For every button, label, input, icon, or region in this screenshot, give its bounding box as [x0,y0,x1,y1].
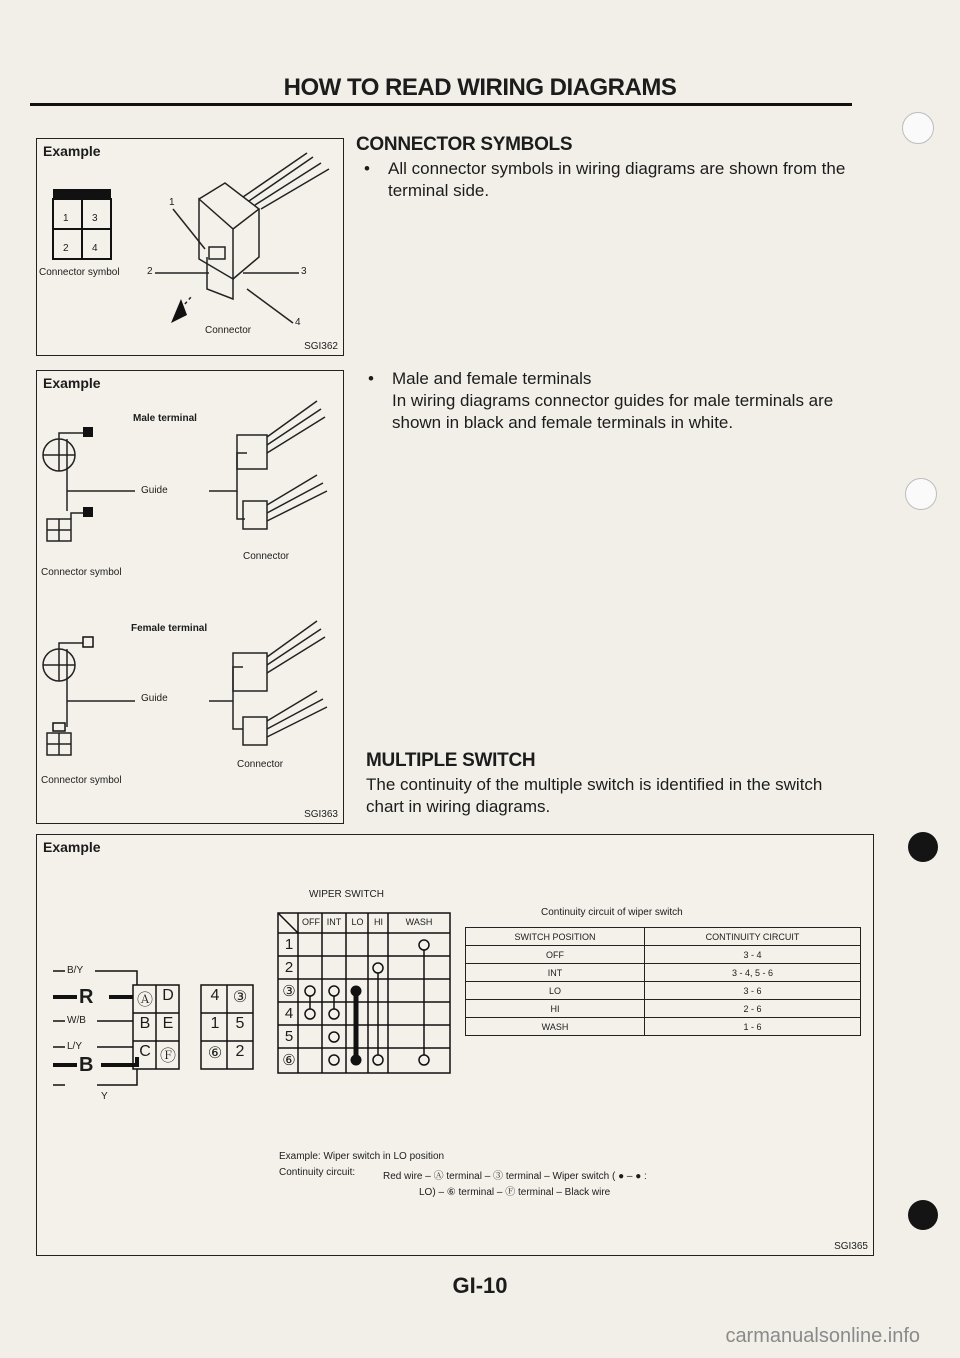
grid-cell: 2 [63,243,69,254]
switch-chart-col: LO [351,917,364,927]
connector-cell: E [162,1015,174,1032]
wire-label: R [79,986,94,1008]
switch-chart-col: HI [374,917,383,927]
continuity-title: Continuity circuit of wiper switch [541,907,683,918]
switch-position: HI [466,1000,645,1018]
female-terminal-title: Female terminal [131,623,208,634]
watermark-text: carmanualsonline.info [725,1325,920,1347]
guide-label: Guide [141,485,168,496]
connector-cell: C [139,1043,151,1060]
male-female-text: In wiring diagrams connector guides for male terminals are shown in black and female terminals in white. [392,391,834,432]
table-row [466,964,861,982]
connector-symbols-heading: CONNECTOR SYMBOLS [356,134,573,155]
wire-label: L/Y [67,1041,83,1052]
connector-symbol-label: Connector symbol [39,267,120,278]
figure-label: Example [43,375,101,391]
wire-label: B/Y [67,965,84,976]
continuity-table [465,927,861,1036]
continuity-line1: Red wire – Ⓐ terminal – ③ terminal – Wiper switch ( ● – ● : [383,1171,647,1182]
connector-label: Connector [243,551,290,562]
switch-position: WASH [466,1018,645,1036]
figure-code: SGI362 [304,341,338,352]
grid-cell: 4 [92,243,98,254]
table-row [466,1000,861,1018]
multiple-switch-heading: MULTIPLE SWITCH [366,750,536,771]
figure-code: SGI363 [304,809,338,820]
continuity-label: Continuity circuit: [279,1167,356,1178]
table-row [466,982,861,1000]
continuity-line2: LO) – ⑥ terminal – Ⓕ terminal – Black wire [419,1187,611,1198]
continuity-header: SWITCH POSITION [466,928,645,946]
figure-wiper-switch [36,834,874,1256]
connector-cell: ③ [232,989,248,1006]
punch-hole [908,832,938,862]
switch-chart-row: ③ [282,983,296,1000]
punch-hole [905,478,937,510]
connector-cell: D [162,987,174,1004]
male-female-bullet-title: • Male and female terminals [392,368,852,390]
connector-cell: 4 [210,987,220,1004]
multiple-switch-text: The continuity of the multiple switch is identified in the switch chart in wiring diagrams. [366,775,823,816]
punch-hole [902,112,934,144]
switch-chart-row: 4 [284,1005,294,1022]
grid-cell: 3 [92,213,98,224]
continuity-header: CONTINUITY CIRCUIT [645,928,861,946]
switch-chart-title: WIPER SWITCH [309,889,384,900]
connector-cell: ⑥ [207,1045,223,1062]
switch-chart-row: 1 [284,936,294,953]
connector-label: Connector [237,759,284,770]
example-line: Example: Wiper switch in LO position [279,1151,445,1162]
switch-chart [274,903,474,1083]
table-row [466,1018,861,1036]
continuity-circuit: 2 - 6 [645,1000,861,1018]
switch-chart-col: OFF [302,917,320,927]
switch-chart-col: WASH [405,917,433,927]
page-title: HOW TO READ WIRING DIAGRAMS [283,74,677,101]
figure-code: SGI365 [834,1241,868,1252]
page-number: GI-10 [452,1273,508,1298]
figure-label: Example [43,839,101,855]
pin-callout: 1 [169,197,175,208]
connector-cell: Ⓕ [159,1048,176,1065]
continuity-circuit: 3 - 4, 5 - 6 [645,964,861,982]
guide-label: Guide [141,693,168,704]
switch-chart-row: 2 [284,959,294,976]
continuity-circuit: 1 - 6 [645,1018,861,1036]
connector-label: Connector [205,325,252,336]
connector-cell: Ⓐ [136,992,153,1009]
switch-position: INT [466,964,645,982]
continuity-circuit: 3 - 6 [645,982,861,1000]
grid-cell: 1 [63,213,69,224]
table-row [466,946,861,964]
connector-cell: 5 [235,1015,245,1032]
title-rule [30,103,852,106]
switch-chart-row: 5 [284,1028,294,1045]
switch-chart-col: INT [326,917,342,927]
wire-label: B [79,1054,94,1076]
male-terminal-title: Male terminal [133,413,197,424]
connector-cell: 2 [235,1043,245,1060]
pin-callout: 4 [295,317,301,328]
connector-cell: 1 [210,1015,220,1032]
connector-cell: B [139,1015,151,1032]
pin-callout: 2 [147,266,153,277]
connector-symbol-label: Connector symbol [41,567,122,578]
wire-label: W/B [67,1015,86,1026]
switch-position: OFF [466,946,645,964]
connector-symbol-label: Connector symbol [41,775,122,786]
figure-male-female-terminals [36,370,344,824]
connector-symbols-bullet: • All connector symbols in wiring diagrams are shown from the terminal side. [388,158,858,202]
wire-label: Y [101,1091,108,1102]
pin-callout: 3 [301,266,307,277]
switch-chart-row: ⑥ [282,1052,296,1069]
punch-hole [908,1200,938,1230]
figure-connector-symbol [36,138,344,356]
switch-position: LO [466,982,645,1000]
continuity-circuit: 3 - 4 [645,946,861,964]
male-terminal-drawing [37,371,343,823]
figure-label: Example [43,143,101,159]
